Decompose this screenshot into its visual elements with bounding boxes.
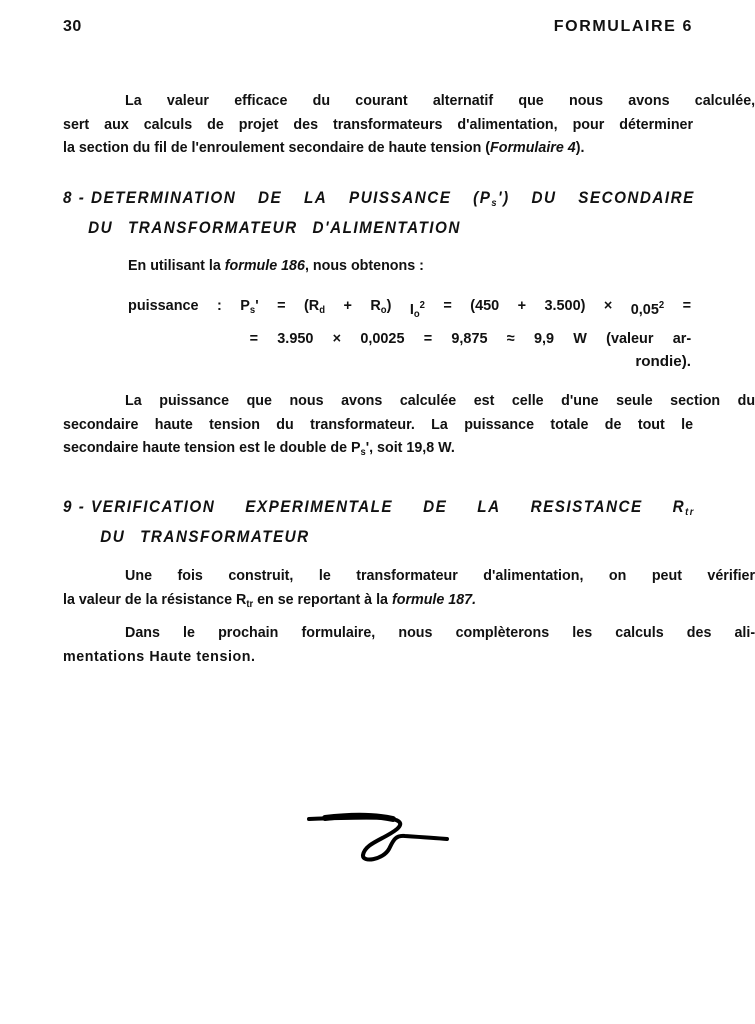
value: 3.500) [544, 297, 586, 314]
subscript: tr [685, 507, 695, 518]
page-header [63, 18, 693, 40]
text-line [63, 564, 755, 588]
word: DU [100, 528, 126, 546]
symbol-p: P [240, 297, 250, 314]
symbol-close: ') [498, 189, 510, 207]
formula-ro [370, 294, 391, 327]
word: La [125, 92, 142, 109]
word: déterminer [619, 115, 694, 133]
formula-label: puissance [128, 297, 199, 314]
value: (450 [470, 297, 500, 314]
word: prochain [218, 624, 279, 641]
word: puissance [159, 392, 230, 409]
word: transformateur. [310, 415, 415, 433]
word: D'ALIMENTATION [312, 219, 461, 237]
heading-line [63, 495, 695, 525]
heading-word: LA [477, 498, 501, 516]
word: celle [511, 392, 544, 409]
formula-colon: : [217, 297, 222, 314]
plus: + [517, 297, 527, 314]
heading-word: 8 - DETERMINATION [63, 189, 237, 207]
word: projet [238, 115, 279, 133]
heading-symbol-ps [473, 186, 510, 216]
word: calculs [143, 115, 193, 133]
subscript: o [380, 305, 387, 316]
text-line [63, 413, 693, 437]
heading-word: DE [423, 498, 448, 516]
word: DU [88, 219, 114, 237]
paragraph-total-power [63, 389, 755, 460]
equals: = [277, 297, 286, 314]
word: nous [398, 624, 433, 641]
formula-line-2 [128, 327, 691, 351]
text-span: en se reportant à la [253, 590, 392, 608]
word: les [572, 624, 593, 641]
word: tout [637, 415, 665, 433]
text-span: ', soit 19,8 W. [365, 439, 455, 456]
word: 0,0025 [360, 329, 405, 347]
word: calculée, [694, 92, 755, 109]
word: efficace [234, 92, 288, 109]
paragraph-next-formulaire [63, 621, 755, 668]
signature-stroke-thick [325, 816, 393, 819]
word: que [246, 392, 272, 409]
word: = [249, 329, 259, 347]
word: d'une [561, 392, 599, 409]
text-span: En utilisant la [128, 257, 225, 274]
text-line: mentations Haute tension. [63, 647, 256, 665]
subscript: s [360, 447, 366, 458]
word: sert [63, 115, 90, 133]
word: vérifier [707, 567, 755, 584]
word: construit, [228, 567, 294, 584]
word: formulaire, [301, 624, 376, 641]
word: valeur [166, 92, 209, 109]
symbol-p: (P [473, 189, 492, 207]
text-line [128, 254, 688, 278]
word: La [431, 415, 448, 433]
formula-io [410, 294, 425, 327]
word: du [276, 415, 294, 433]
word: Une [125, 567, 153, 584]
word: alternatif [432, 92, 494, 109]
formula-line-3: rondie). [635, 353, 691, 370]
formula-ps [240, 294, 258, 327]
subscript: s [491, 198, 499, 209]
superscript: 2 [658, 300, 665, 311]
word: on [608, 567, 627, 584]
symbol-r: (R [303, 297, 320, 314]
word: × [332, 329, 342, 347]
word: avons [628, 92, 670, 109]
section-9-heading [63, 495, 695, 549]
text-span: ). [575, 139, 585, 156]
equals: = [682, 297, 692, 314]
heading-symbol-rtr [673, 495, 695, 525]
word: tension [209, 415, 260, 433]
text-line [63, 113, 693, 137]
word: avons [341, 392, 383, 409]
text-line [63, 136, 693, 160]
section-8-heading [63, 186, 695, 240]
page-number: 30 [63, 18, 82, 35]
word: le [318, 567, 331, 584]
word: totale [550, 415, 589, 433]
text-span: la valeur de la résistance R [63, 590, 247, 608]
subscript: d [319, 305, 326, 316]
heading-word: LA [303, 189, 328, 207]
plus: + [343, 297, 352, 314]
running-title: FORMULAIRE 6 [553, 18, 693, 35]
formule-reference: formule 186 [224, 257, 305, 274]
word: 9,9 [533, 329, 555, 347]
heading-word: PUISSANCE [349, 189, 452, 207]
word: peut [651, 567, 682, 584]
word: complèterons [455, 624, 550, 641]
paren: ) [386, 297, 392, 314]
word: ali- [734, 624, 755, 641]
word: La [125, 392, 142, 409]
heading-word: EXPERIMENTALE [245, 498, 394, 516]
word: 3.950 [277, 329, 314, 347]
formula-current [631, 294, 664, 327]
text-line [63, 436, 693, 460]
heading-line [63, 186, 695, 216]
word: de [604, 415, 622, 433]
word: ≈ [506, 329, 515, 347]
word: des [686, 624, 712, 641]
power-formula [128, 294, 691, 374]
value: 0,05 [630, 301, 659, 318]
text-span: secondaire haute tension est le double de P [63, 439, 361, 456]
word: calculée [399, 392, 457, 409]
word: des [293, 115, 319, 133]
heading-line [63, 525, 732, 549]
word: (valeur [606, 329, 654, 347]
word: le [681, 415, 694, 433]
word: du [737, 392, 755, 409]
word: = [423, 329, 433, 347]
paragraph-intro [63, 89, 755, 160]
times: × [603, 297, 613, 314]
word: Dans [125, 624, 160, 641]
subscript: tr [246, 598, 254, 610]
word: que [518, 92, 544, 109]
word: secondaire [63, 415, 139, 433]
text-line [63, 588, 693, 612]
formulaire-reference: Formulaire 4 [490, 139, 576, 156]
word: du [312, 92, 331, 109]
word: TRANSFORMATEUR [127, 219, 298, 237]
formule-reference: formule 187. [391, 590, 477, 608]
word: nous [568, 92, 604, 109]
word: seule [616, 392, 653, 409]
text-span: la section du fil de l'enroulement secondaire de haute tension ( [63, 139, 491, 156]
formula-intro [128, 254, 688, 278]
heading-line [63, 216, 720, 240]
text-line [63, 389, 755, 413]
word: puissance [464, 415, 535, 433]
word: transformateurs [332, 115, 443, 133]
heading-word: 9 - VERIFICATION [63, 498, 216, 516]
signature-flourish [305, 805, 455, 865]
word: section [670, 392, 721, 409]
heading-word: RESISTANCE [530, 498, 643, 516]
symbol-r: R [370, 297, 381, 314]
word: ar- [672, 329, 692, 347]
word: pour [572, 115, 605, 133]
superscript: 2 [419, 300, 425, 311]
paragraph-verification [63, 564, 755, 611]
word: W [573, 329, 587, 347]
word: nous [289, 392, 324, 409]
word: 9,875 [451, 329, 488, 347]
word: courant [355, 92, 408, 109]
formula-line-1 [128, 294, 691, 327]
word: d'alimentation, [483, 567, 584, 584]
word: le [183, 624, 195, 641]
formula-rd [304, 294, 325, 327]
subscript: o [413, 309, 420, 320]
symbol-i: I [409, 301, 414, 318]
text-line [63, 621, 755, 645]
equals: = [443, 297, 452, 314]
text-span: , nous obtenons : [304, 257, 424, 274]
word: est [473, 392, 495, 409]
word: d'alimentation, [457, 115, 558, 133]
subscript: s [249, 305, 256, 316]
symbol-r: R [672, 498, 686, 516]
word: fois [177, 567, 203, 584]
heading-word: SECONDAIRE [578, 189, 695, 207]
word: haute [154, 415, 193, 433]
text-line [63, 89, 755, 113]
prime: ' [255, 297, 259, 314]
word: TRANSFORMATEUR [140, 528, 310, 546]
word: transformateur [356, 567, 458, 584]
heading-word: DE [257, 189, 283, 207]
heading-word: DU [531, 189, 557, 207]
word: calculs [615, 624, 664, 641]
signature-stroke [309, 818, 447, 860]
word: aux [104, 115, 129, 133]
word: de [207, 115, 224, 133]
